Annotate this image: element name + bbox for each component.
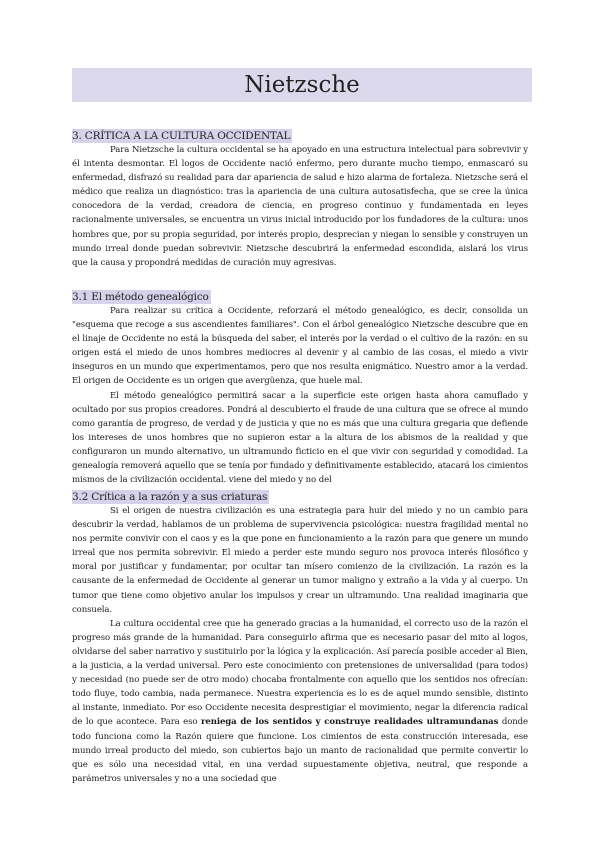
section-heading: 3.2 Crítica a la razón y a sus criaturas	[72, 491, 268, 503]
section-metodo-genealogico	[72, 285, 528, 487]
section-heading: 3.1 El método genealógico	[72, 291, 209, 303]
paragraph: Si el origen de nuestra civilización es una estrategia para huir del miedo y no un cambio para descubrir la verdad, hablamos de un problema de supervivencia psicológica: nuestra fragilidad mental no nos permite convivir con el caos y es la que pone en funcionamiento a la razón para que genere un mundo irreal que nos permita sobrevivir. El miedo a perder este mundo seguro nos provoca interés filosófico y moral por justificar y fundamentar, por ocultar tan mísero comienzo de la civilización. La razón es la causante de la enfermedad de Occidente al generar un tumor maligno y extraño a la vida y al cuerpo. Un tumor que tiene como objetivo anular los impulsos y crear un ultramundo. Una realidad imaginaria que consuela.	[72, 506, 528, 615]
section-heading: 3. CRÍTICA A LA CULTURA OCCIDENTAL	[72, 130, 291, 142]
paragraph-text: La cultura occidental cree que ha generado gracias a la humanidad, el correcto uso de la razón el progreso más grande de la humanidad. Para conseguirlo afirma que es necesario pasar del mito al logos, olvidarse del saber narrativo y sustituirlo por la lógica y la explicación. Así parecía posible acceder al Bien, a la justicia, a la verdad universal. Pero este conocimiento con pretensiones de universalidad (para todos) y necesidad (no puede ser de otro modo) chocaba frontalmente con aquello que los sentidos nos ofrecían: todo fluye, todo cambia, nada permanece. Nuestra experiencia es lo es de aquel mundo sensible, distinto al instante, inmediato. Por eso Occidente necesita desprestigiar el movimiento, negar la diferencia radical de lo que acontece. Para eso	[72, 618, 528, 728]
section-critica-razon	[72, 485, 528, 786]
paragraph: El método genealógico permitirá sacar a la superficie este origen hasta ahora camuflado y ocultado por sus propios creadores. Pondrá al descubierto el fraude de una cultura que se ofrece al mundo como garantía de progreso, de verdad y de justicia y que no es más que una cultura gregaria que defiende los intereses de unos hombres que no supieron estar a la altura de los abismos de la realidad y que configuraron un mundo alternativo, un ultramundo ficticio en el que vivir con seguridad y comodidad. La genealogía removerá aquello que se tenía por fundado y definitivamente establecido, atacará los cimientos mismos de la civilización occidental. viene del miedo y no del	[72, 390, 528, 486]
page-title: Nietzsche	[244, 72, 360, 98]
bold-phrase: reniega de los sentidos y construye realidades ultramundanas	[200, 717, 499, 728]
paragraph	[72, 617, 528, 786]
paragraph: Para realizar su crítica a Occidente, reforzará el método genealógico, es decir, consolida un "esquema que recoge a sus ascendientes familiares". Con el árbol genealógico Nietzsche descubre que en el linaje de Occidente no está la búsqueda del saber, el interés por la verdad o el cultivo de la razón: en su origen está el miedo de unos hombres mediocres al devenir y al cambio de las cosas, el miedo a vivir inseguros en un mundo que experimentamos, pero que nos resulta enigmático. Nuestro amor a la verdad. El origen de Occidente es un origen que avergüenza, que huele mal.	[72, 306, 528, 387]
paragraph: Para Nietzsche la cultura occidental se ha apoyado en una estructura intelectual para sobrevivir y él intenta desmontar. El logos de Occidente nació enfermo, pero durante mucho tiempo, enmascaró su enfermedad, disfrazó su realidad para dar apariencia de salud e hizo alarma de fortaleza. Nietzsche será el médico que realiza un diagnóstico: tras la apariencia de una cultura autosatisfecha, que se cree la única conocedora de la verdad, creadora de ciencia, en progreso continuo y fundamentada en leyes racionalmente universales, se encuentra un virus inicial introducido por los fundadores de la cultura: unos hombres que, por su propia seguridad, por interés propio, desprecian y niegan lo sensible y construyen un mundo irreal donde puedan sobrevivir. Nietzsche descubrirá la enfermedad escondida, aislará los virus que la causa y propondrá medidas de curación muy agresivas.	[72, 145, 528, 268]
paragraph-text: donde todo funciona como la Razón quiere que funcione. Los cimientos de esta construcción interesada, ese mundo irreal producto del miedo, son cubiertos bajo un manto de racionalidad que permite convertir lo que es sólo una necesidad vital, en una verdad supuestamente objetiva, neutral, que responde a parámetros universales y no a una sociedad que	[72, 717, 528, 784]
section-critica-cultura	[72, 124, 528, 270]
